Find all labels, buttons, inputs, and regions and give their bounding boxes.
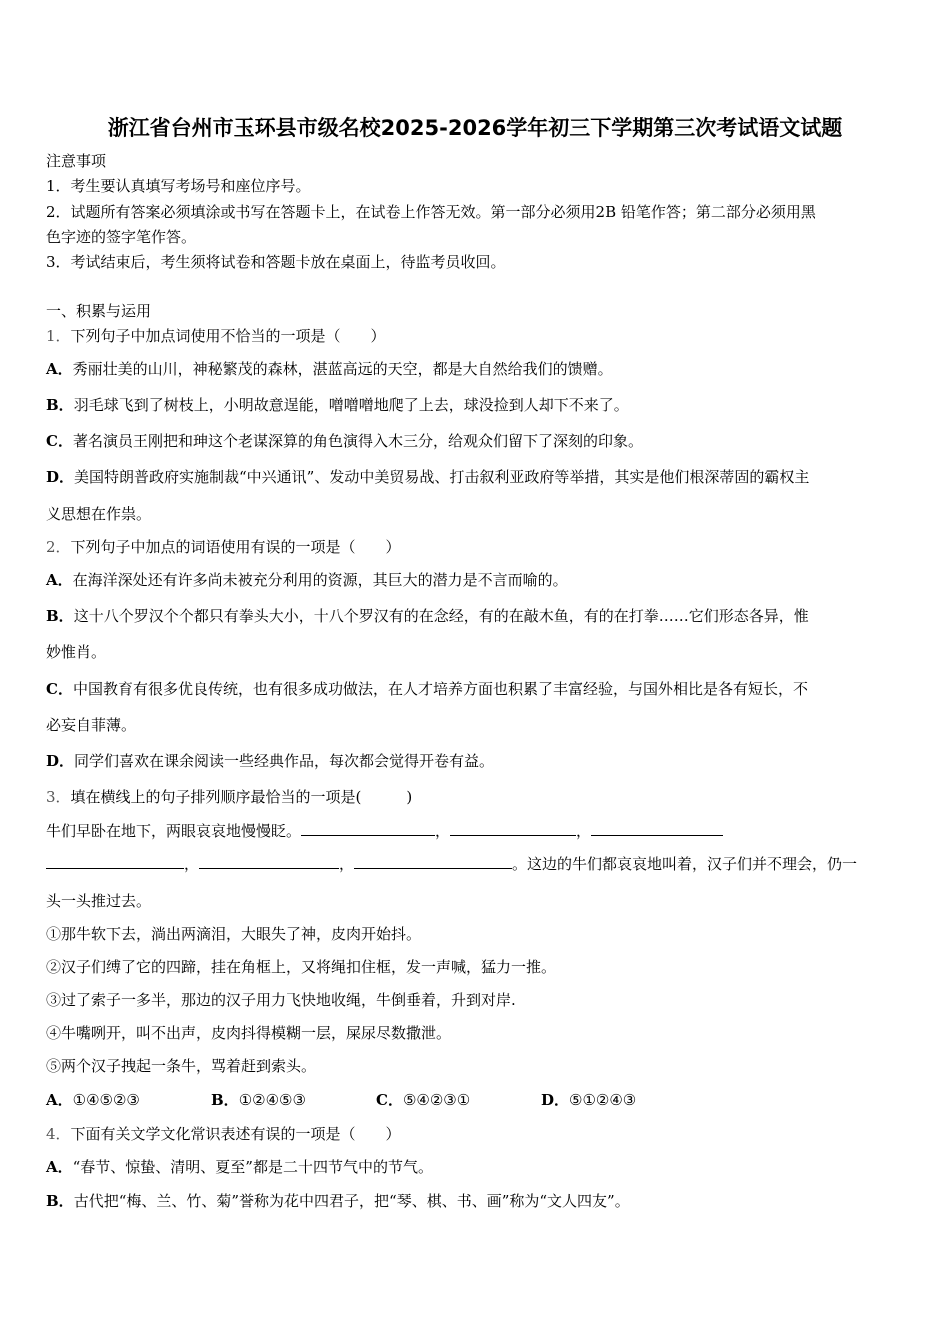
option-text: ⑤④②③① (402, 1091, 471, 1109)
option-label: D． (46, 752, 75, 770)
notice-item-2: 2．试题所有答案必须填涂或书写在答题卡上，在试卷上作答无效。第一部分必须用2B 铅笔作答；第二部分必须用黑 (46, 203, 816, 221)
option-text: 美国特朗普政府实施制裁“中兴通讯”、发动中美贸易战、打击叙利亚政府等举措，其实是他们根深蒂固的霸权主 (74, 468, 810, 486)
option-label: C． (46, 680, 73, 698)
section-heading: 一、积累与运用 (46, 302, 152, 320)
question-2-text: 下列句子中加点的词语使用有误的一项是（ ） (70, 538, 401, 556)
question-3-text: 填在横线上的句子排列顺序最恰当的一项是( ) (70, 788, 413, 806)
fill-blank (46, 853, 184, 869)
question-2-number: 2． (46, 538, 71, 556)
notice-item-3: 3．考试结束后，考生须将试卷和答题卡放在桌面上，待监考员收回。 (46, 253, 506, 271)
question-1-option-d (46, 467, 809, 487)
question-1-option-b (46, 395, 629, 415)
notice-heading: 注意事项 (46, 152, 107, 170)
question-1-option-c (46, 431, 643, 451)
question-1-option-a (46, 359, 613, 379)
question-2-option-c-cont: 必妄自菲薄。 (46, 716, 137, 734)
question-3-number: 3． (46, 788, 71, 806)
option-text: 同学们喜欢在课余阅读一些经典作品，每次都会觉得开卷有益。 (74, 752, 495, 770)
option-label: D． (46, 468, 75, 486)
option-text: 这十八个罗汉个个都只有拳头大小，十八个罗汉有的在念经，有的在敲木鱼，有的在打拳……它们形态各异，惟 (73, 607, 809, 625)
option-label: C． (376, 1091, 403, 1109)
question-1-option-d-cont: 义思想在作祟。 (46, 505, 152, 523)
question-3-option-a (46, 1090, 211, 1110)
fill-blank (199, 853, 339, 869)
question-3-passage-line-3: 头一头推过去。 (46, 892, 152, 910)
option-text: ⑤①②④③ (569, 1091, 637, 1109)
question-1-number: 1． (46, 327, 71, 345)
notice-item-2-cont: 色字迹的签字笔作答。 (46, 228, 197, 246)
question-3-stem (46, 787, 412, 807)
option-text: 在海洋深处还有许多尚未被充分利用的资源，其巨大的潜力是不言而喻的。 (72, 571, 568, 589)
option-label: C． (46, 432, 73, 450)
question-2-option-a (46, 570, 568, 590)
question-4-option-a (46, 1157, 433, 1177)
comma: ， (435, 822, 451, 840)
option-text: ①④⑤②③ (72, 1091, 140, 1109)
notice-item-1: 1．考生要认真填写考场号和座位序号。 (46, 177, 311, 195)
option-text: 著名演员王刚把和珅这个老谋深算的角色演得入木三分，给观众们留下了深刻的印象。 (72, 432, 643, 450)
question-3-option-d (541, 1090, 706, 1110)
question-4-number: 4． (46, 1125, 71, 1143)
passage-text: 。这边的牛们都哀哀地叫着，汉子们并不理会，仍一 (512, 855, 858, 873)
question-2-option-d (46, 751, 494, 771)
option-label: A． (46, 571, 73, 589)
question-3-item-2: ②汉子们缚了它的四蹄，挂在角框上，又将绳扣住框，发一声喊，猛力一推。 (46, 958, 557, 976)
fill-blank (301, 820, 435, 836)
question-3-item-4: ④牛嘴咧开，叫不出声，皮肉抖得模糊一层，屎尿尽数撒泄。 (46, 1024, 452, 1042)
question-2-option-c (46, 679, 808, 699)
option-label: B． (46, 1192, 74, 1210)
option-label: B． (211, 1091, 239, 1109)
question-2-option-b (46, 606, 809, 626)
option-label: B． (46, 396, 74, 414)
question-3-passage-line-2 (46, 853, 857, 874)
question-4-text: 下面有关文学文化常识表述有误的一项是（ ） (70, 1125, 401, 1143)
question-2-stem (46, 537, 401, 557)
comma: ， (339, 855, 355, 873)
fill-blank (591, 820, 723, 836)
option-text: “春节、惊蛰、清明、夏至”都是二十四节气中的节气。 (72, 1158, 433, 1176)
fill-blank (354, 853, 512, 869)
question-3-option-b (211, 1090, 376, 1110)
comma: ， (184, 855, 200, 873)
option-label: A． (46, 1158, 73, 1176)
question-1-text: 下列句子中加点词使用不恰当的一项是（ ） (70, 327, 386, 345)
option-text: 古代把“梅、兰、竹、菊”誉称为花中四君子，把“琴、棋、书、画”称为“文人四友”。 (73, 1192, 630, 1210)
passage-text: 牛们早卧在地下，两眼哀哀地慢慢眨。 (46, 822, 302, 840)
question-1-stem (46, 326, 386, 346)
option-text: 中国教育有很多优良传统，也有很多成功做法，在人才培养方面也积累了丰富经验，与国外相比是各有短长，不 (72, 680, 808, 698)
option-text: ①②④⑤③ (238, 1091, 306, 1109)
option-label: A． (46, 360, 73, 378)
question-3-options (46, 1090, 706, 1110)
question-3-item-1: ①那牛软下去，淌出两滴泪，大眼失了神，皮肉开始抖。 (46, 925, 422, 943)
question-3-option-c (376, 1090, 541, 1110)
fill-blank (450, 820, 576, 836)
question-3-item-5: ⑤两个汉子拽起一条牛，骂着赶到索头。 (46, 1057, 317, 1075)
option-text: 羽毛球飞到了树枝上，小明故意逞能，噌噌噌地爬了上去，球没捡到人却下不来了。 (73, 396, 629, 414)
question-3-passage-line-1 (46, 820, 723, 841)
question-2-option-b-cont: 妙惟肖。 (46, 643, 107, 661)
option-label: A． (46, 1091, 73, 1109)
option-text: 秀丽壮美的山川，神秘繁茂的森林，湛蓝高远的天空，都是大自然给我们的馈赠。 (72, 360, 613, 378)
option-label: D． (541, 1091, 570, 1109)
comma: ， (576, 822, 592, 840)
question-4-option-b (46, 1191, 630, 1211)
exam-title: 浙江省台州市玉环县市级名校2025-2026学年初三下学期第三次考试语文试题 (107, 116, 843, 140)
option-label: B． (46, 607, 74, 625)
question-4-stem (46, 1124, 401, 1144)
question-3-item-3: ③过了索子一多半，那边的汉子用力飞快地收绳，牛倒垂着，升到对岸. (46, 991, 516, 1009)
